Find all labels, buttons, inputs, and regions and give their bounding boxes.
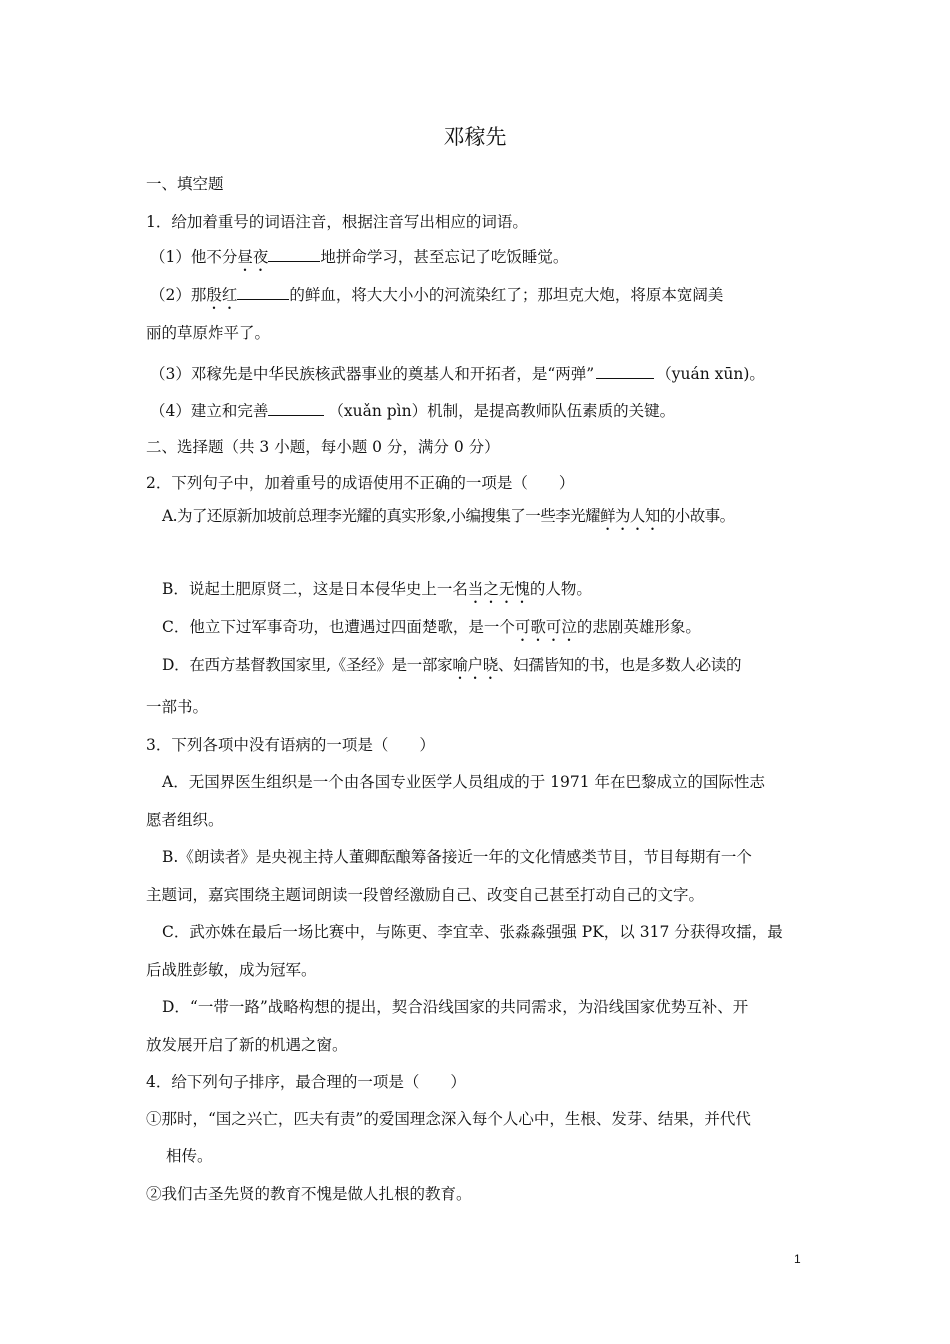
question-1-item-2 <box>150 283 723 313</box>
item-1-suffix: 地拼命学习，甚至忘记了吃饭睡觉。 <box>320 248 569 266</box>
question-2-option-b <box>162 579 592 607</box>
question-3-option-c-continued: 后战胜彭敏，成为冠军。 <box>146 961 317 979</box>
item-1-prefix: （1）他不分 <box>150 248 238 266</box>
item-4-prefix: （4）建立和完善 <box>150 402 269 420</box>
answer-blank-3[interactable] <box>596 362 654 379</box>
item-3-suffix: （yuán xūn)。 <box>656 365 765 383</box>
option-b-suffix: 的人物。 <box>529 580 592 598</box>
item-1-emphasized-word: 昼夜 <box>237 248 269 266</box>
option-c-suffix: 的悲剧英雄形象。 <box>576 618 701 636</box>
question-2-option-a <box>162 506 735 534</box>
question-3-option-d-continued: 放发展开启了新的机遇之窗。 <box>146 1036 348 1054</box>
question-4-item-1: ①那时，“国之兴亡，匹夫有责”的爱国理念深入每个人心中，生根、发芽、结果，并代代 <box>146 1110 751 1128</box>
question-3-option-c: C．武亦姝在最后一场比赛中，与陈更、李宜幸、张淼淼强强 PK，以 317 分获得攻擂，最 <box>162 923 783 941</box>
question-2-option-c <box>162 617 701 645</box>
option-b-prefix: B．说起土肥原贤二，这是日本侵华史上一名 <box>162 580 468 598</box>
question-3-option-a-continued: 愿者组织。 <box>146 811 224 829</box>
question-1-item-1 <box>150 245 568 275</box>
question-1-item-3 <box>150 362 765 384</box>
answer-blank-1[interactable] <box>268 245 320 262</box>
section-heading-multiple-choice: 二、选择题（共 3 小题，每小题 0 分，满分 0 分） <box>146 438 500 456</box>
option-d-prefix: D．在西方基督教国家里,《圣经》是一部家 <box>162 656 453 674</box>
question-1-item-2-continued: 丽的草原炸平了。 <box>146 324 271 342</box>
question-1-item-4 <box>150 399 675 421</box>
item-2-prefix: （2）那 <box>150 286 207 304</box>
page-title: 邓稼先 <box>443 125 507 149</box>
section-heading-fill-blank: 一、填空题 <box>146 175 224 193</box>
question-4-stem: 4．给下列句子排序，最合理的一项是（ ） <box>146 1073 466 1091</box>
option-c-prefix: C．他立下过军事奇功，也遭遇过四面楚歌，是一个 <box>162 618 515 636</box>
question-4-item-2: ②我们古圣先贤的教育不愧是做人扎根的教育。 <box>146 1185 472 1203</box>
question-3-option-b-continued: 主题词，嘉宾围绕主题词朗读一段曾经激励自己、改变自己甚至打动自己的文字。 <box>146 886 705 904</box>
item-2-emphasized-word: 殷红 <box>206 286 238 304</box>
answer-blank-2[interactable] <box>237 283 289 300</box>
item-4-suffix: （xuǎn pìn）机制，是提高教师队伍素质的关键。 <box>328 402 676 420</box>
question-3-option-a: A．无国界医生组织是一个由各国专业医学人员组成的于 1971 年在巴黎成立的国际性志 <box>162 773 765 791</box>
option-d-suffix: 、妇孺皆知的书，也是多数人必读的 <box>497 656 742 674</box>
item-2-suffix: 的鲜血，将大大小小的河流染红了；那坦克大炮，将原本宽阔美 <box>289 286 724 304</box>
question-3-stem: 3．下列各项中没有语病的一项是（ ） <box>146 736 435 754</box>
option-a-prefix: A.为了还原新加坡前总理李光耀的真实形象,小编搜集了一些李光耀 <box>162 507 601 525</box>
question-3-option-b: B.《朗读者》是央视主持人董卿酝酿筹备接近一年的文化情感类节目，节目每期有一个 <box>162 848 752 866</box>
question-4-item-1-continued: 相传。 <box>166 1147 213 1165</box>
answer-blank-4[interactable] <box>268 399 324 416</box>
question-2-stem: 2．下列句子中，加着重号的成语使用不正确的一项是（ ） <box>146 474 575 492</box>
page-number: 1 <box>794 1252 801 1266</box>
item-3-prefix: （3）邓稼先是中华民族核武器事业的奠基人和开拓者，是“两弹” <box>150 365 595 383</box>
option-a-suffix: 的小故事。 <box>659 507 735 525</box>
option-a-emphasized-idiom: 鲜为人知 <box>600 507 660 525</box>
question-2-option-d <box>162 655 741 683</box>
option-c-emphasized-idiom: 可歌可泣 <box>514 618 577 636</box>
question-3-option-d: D．“一带一路”战略构想的提出，契合沿线国家的共同需求，为沿线国家优势互补、开 <box>162 998 749 1016</box>
question-1-stem: 1．给加着重号的词语注音，根据注音写出相应的词语。 <box>146 213 528 231</box>
question-2-option-d-continued: 一部书。 <box>146 698 209 716</box>
option-b-emphasized-idiom: 当之无愧 <box>467 580 530 598</box>
option-d-emphasized-idiom: 喻户晓 <box>452 656 498 674</box>
